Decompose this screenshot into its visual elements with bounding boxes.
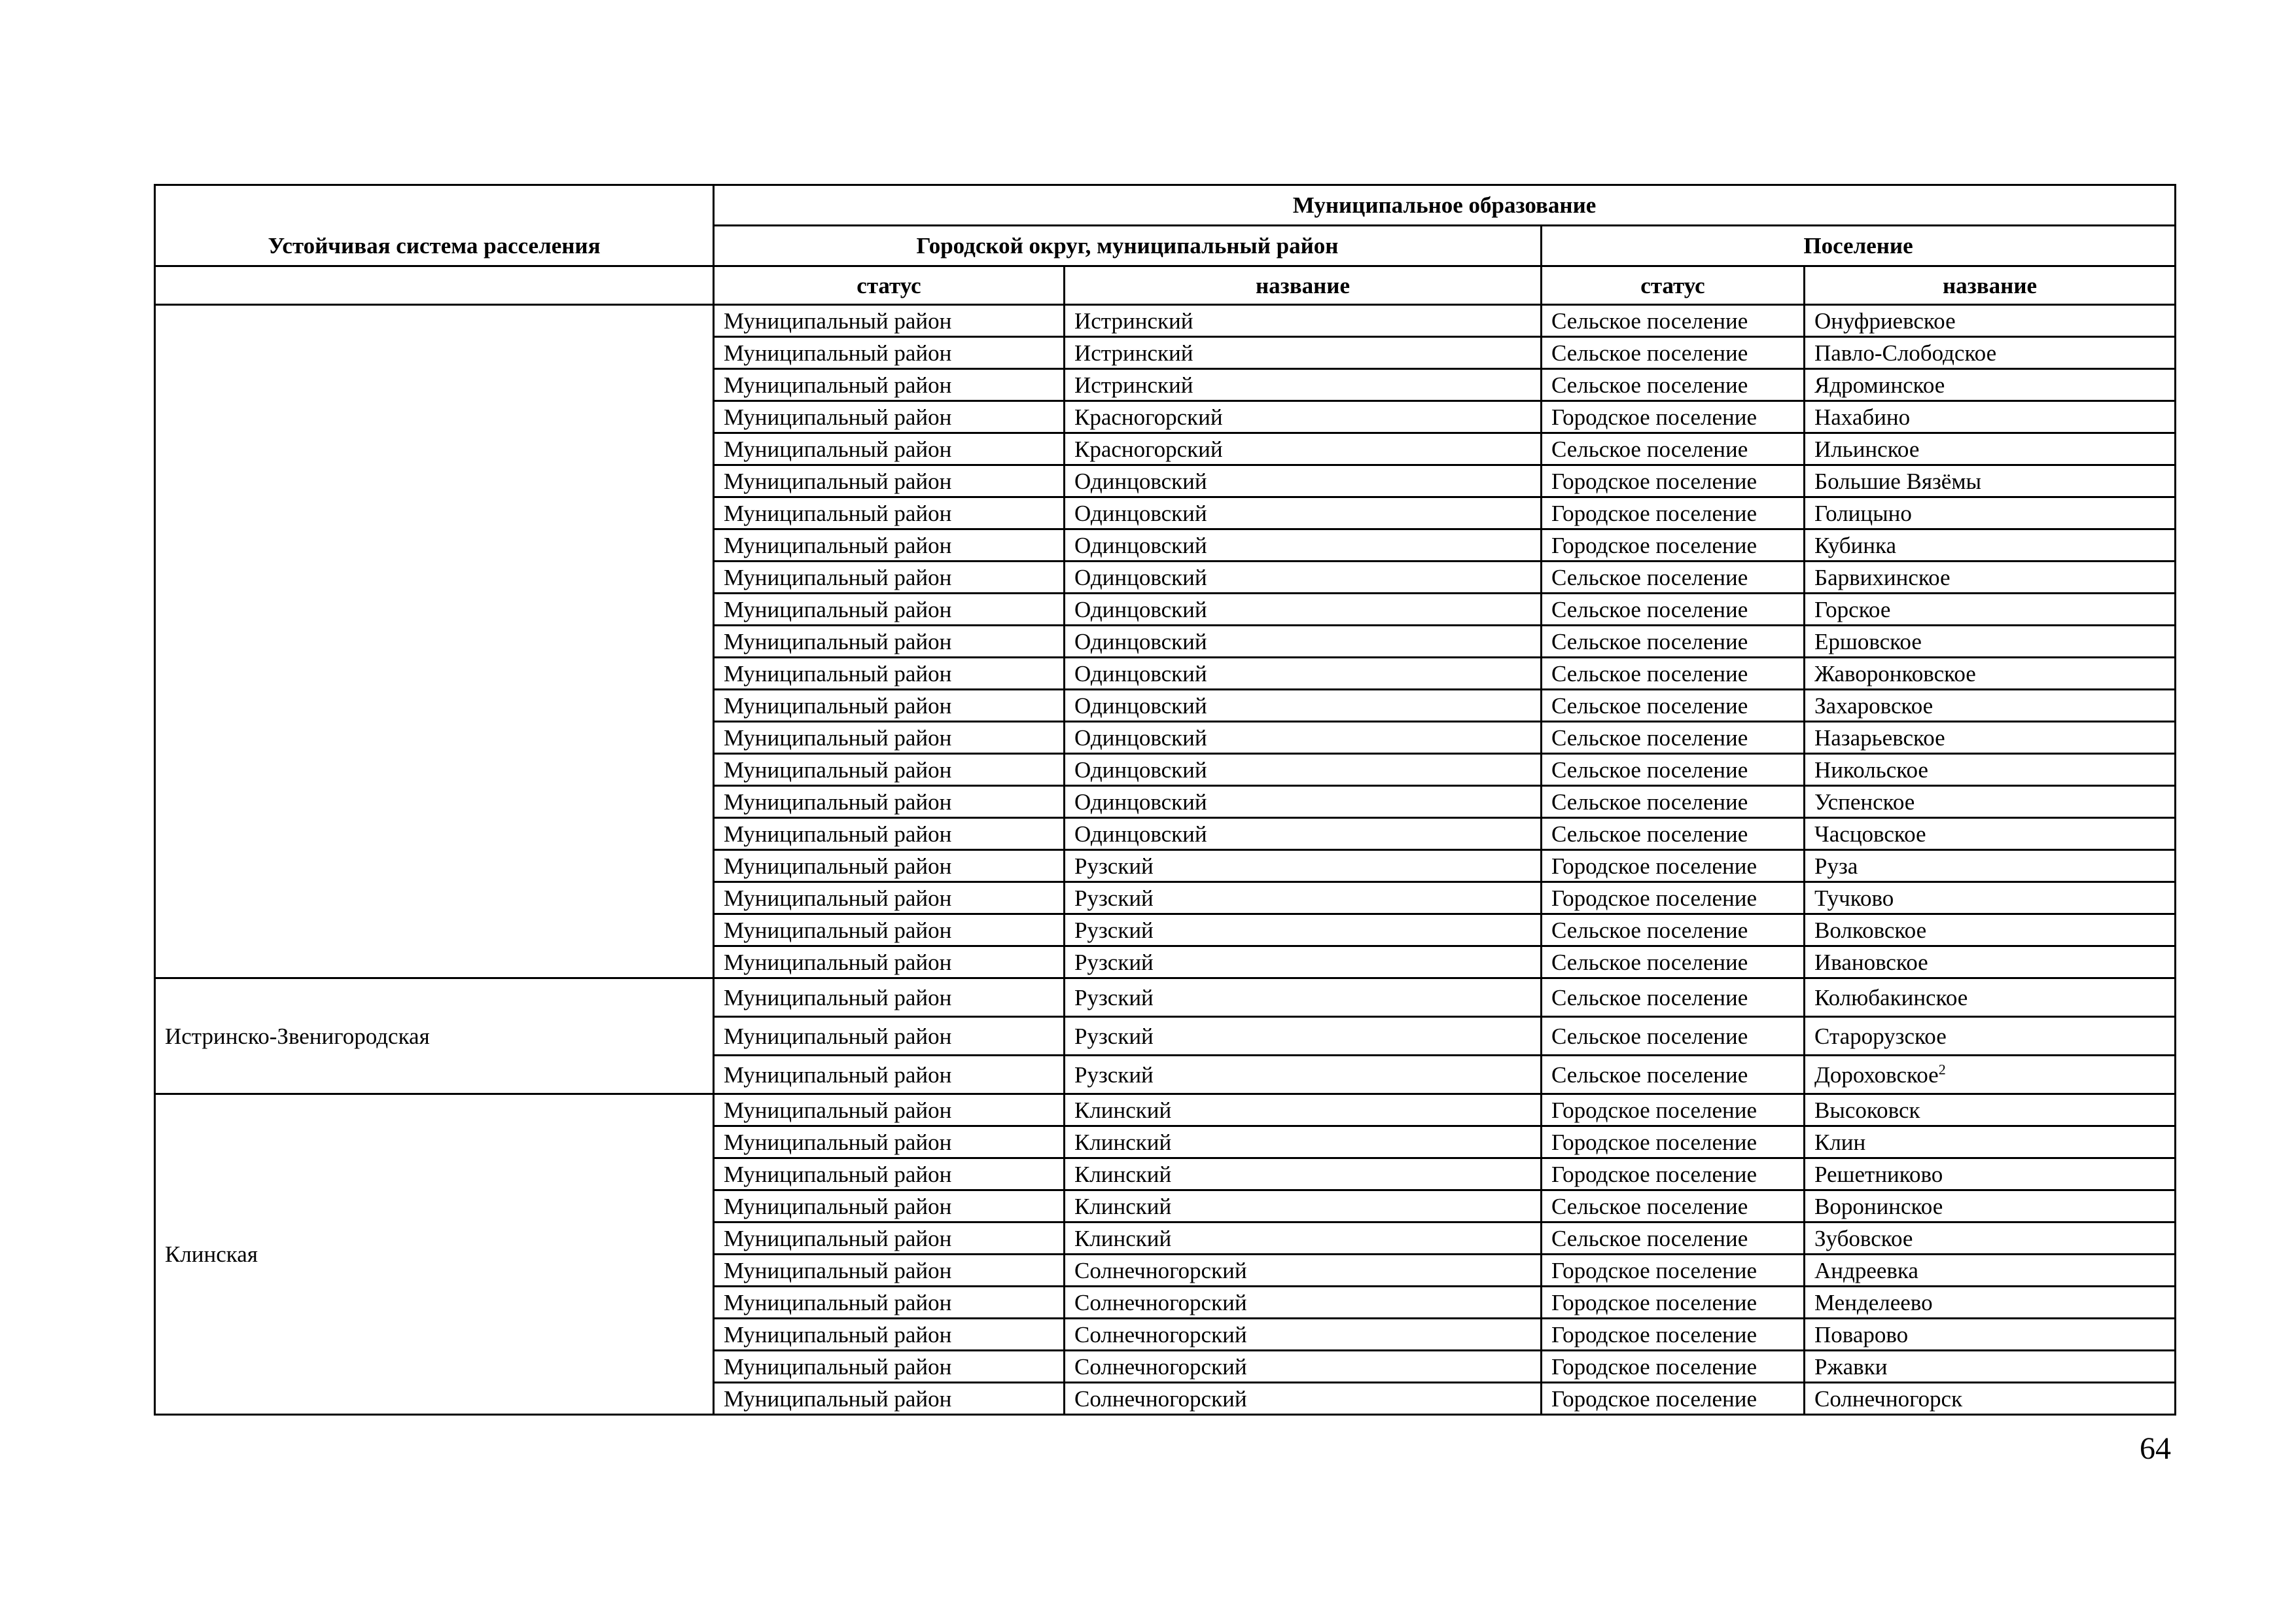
district-status-header: статус [714,266,1065,305]
district-status-cell: Муниципальный район [714,1094,1065,1126]
district-status-cell: Муниципальный район [714,882,1065,914]
settlement-name-cell [1805,1190,2176,1222]
settlement-status-cell: Сельское поселение [1542,1190,1805,1222]
settlement-name-text: Большие Вязёмы [1814,468,1981,494]
district-status-cell: Муниципальный район [714,946,1065,978]
district-status-cell: Муниципальный район [714,1222,1065,1255]
district-name-cell: Рузский [1065,946,1542,978]
settlement-name-cell [1805,626,2176,658]
district-status-cell: Муниципальный район [714,305,1065,337]
settlement-status-cell: Сельское поселение [1542,337,1805,369]
district-status-cell: Муниципальный район [714,337,1065,369]
page-number: 64 [2140,1431,2171,1466]
settlement-name-cell [1805,465,2176,497]
district-name-cell: Клинский [1065,1094,1542,1126]
district-status-cell: Муниципальный район [714,369,1065,401]
district-name-cell: Одинцовский [1065,658,1542,690]
settlement-status-cell: Городское поселение [1542,1319,1805,1351]
settlement-name-cell [1805,1222,2176,1255]
district-name-cell: Рузский [1065,914,1542,946]
district-status-cell: Муниципальный район [714,818,1065,850]
settlement-name-text: Тучково [1814,885,1894,911]
district-status-cell: Муниципальный район [714,914,1065,946]
settlement-name-text: Барвихинское [1814,564,1951,590]
settlement-name-text: Голицыно [1814,500,1912,526]
district-status-cell: Муниципальный район [714,1158,1065,1190]
district-status-cell: Муниципальный район [714,978,1065,1017]
settlement-status-header: статус [1542,266,1805,305]
settlement-name-cell [1805,722,2176,754]
settlement-status-cell: Сельское поселение [1542,722,1805,754]
settlement-status-cell: Сельское поселение [1542,1222,1805,1255]
district-status-cell: Муниципальный район [714,722,1065,754]
district-name-cell: Одинцовский [1065,465,1542,497]
settlement-status-cell: Сельское поселение [1542,1056,1805,1094]
table-header [155,185,2176,305]
district-status-cell: Муниципальный район [714,401,1065,433]
settlement-status-cell: Городское поселение [1542,1255,1805,1287]
settlement-name-text: Захаровское [1814,692,1934,719]
settlement-name-cell [1805,658,2176,690]
settlement-status-cell: Городское поселение [1542,465,1805,497]
settlement-name-cell [1805,1319,2176,1351]
settlement-name-text: Жаворонковское [1814,660,1976,687]
municipal-entity-header: Муниципальное образование [714,185,2176,226]
district-status-cell: Муниципальный район [714,594,1065,626]
district-name-cell: Солнечногорский [1065,1255,1542,1287]
district-status-cell: Муниципальный район [714,626,1065,658]
district-name-cell: Рузский [1065,1017,1542,1056]
settlement-name-text: Андреевка [1814,1257,1918,1283]
settlement-group-header: Поселение [1542,226,2176,266]
footnote-mark: 2 [1938,1060,1946,1077]
settlement-status-cell: Городское поселение [1542,1351,1805,1383]
settlement-name-text: Ядроминское [1814,372,1945,398]
settlement-name-cell [1805,1255,2176,1287]
settlement-name-text: Успенское [1814,789,1915,815]
settlement-name-cell [1805,529,2176,562]
district-status-cell: Муниципальный район [714,850,1065,882]
district-name-cell: Истринский [1065,305,1542,337]
settlement-name-text: Колюбакинское [1814,984,1968,1010]
district-name-cell: Красногорский [1065,433,1542,465]
settlement-status-cell: Сельское поселение [1542,594,1805,626]
settlement-status-cell: Сельское поселение [1542,626,1805,658]
settlement-name-cell [1805,690,2176,722]
settlement-name-cell [1805,946,2176,978]
district-status-cell: Муниципальный район [714,1017,1065,1056]
settlement-status-cell: Сельское поселение [1542,562,1805,594]
settlement-status-cell: Сельское поселение [1542,818,1805,850]
settlement-name-cell [1805,914,2176,946]
settlement-name-cell [1805,1351,2176,1383]
settlement-status-cell: Сельское поселение [1542,690,1805,722]
settlement-name-text: Назарьевское [1814,724,1945,751]
settlement-status-cell: Сельское поселение [1542,305,1805,337]
settlement-status-cell: Сельское поселение [1542,433,1805,465]
district-name-cell: Рузский [1065,882,1542,914]
settlement-name-text: Воронинское [1814,1193,1943,1219]
district-name-cell: Одинцовский [1065,818,1542,850]
district-name-cell: Клинский [1065,1126,1542,1158]
settlement-name-cell [1805,1383,2176,1415]
settlement-name-cell [1805,401,2176,433]
settlement-status-cell: Сельское поселение [1542,1017,1805,1056]
district-status-cell: Муниципальный район [714,690,1065,722]
settlement-status-cell: Городское поселение [1542,497,1805,529]
settlement-table [154,184,2176,1416]
settlement-name-text: Решетниково [1814,1161,1943,1187]
settlement-name-cell [1805,1287,2176,1319]
district-status-cell: Муниципальный район [714,562,1065,594]
district-status-cell: Муниципальный район [714,1351,1065,1383]
settlement-name-cell [1805,882,2176,914]
district-name-cell: Одинцовский [1065,529,1542,562]
settlement-name-text: Ильинское [1814,436,1920,462]
settlement-status-cell: Городское поселение [1542,850,1805,882]
district-name-cell: Истринский [1065,337,1542,369]
district-status-cell: Муниципальный район [714,1319,1065,1351]
district-name-cell: Одинцовский [1065,754,1542,786]
district-status-cell: Муниципальный район [714,1287,1065,1319]
table-row [155,978,2176,1017]
table-row [155,305,2176,337]
settlement-name-text: Зубовское [1814,1225,1913,1251]
settlement-name-cell [1805,754,2176,786]
settlement-name-text: Кубинка [1814,532,1897,558]
district-name-cell: Рузский [1065,1056,1542,1094]
district-status-cell: Муниципальный район [714,754,1065,786]
district-status-cell: Муниципальный район [714,529,1065,562]
settlement-name-cell [1805,594,2176,626]
district-status-cell: Муниципальный район [714,433,1065,465]
district-status-cell: Муниципальный район [714,497,1065,529]
district-name-cell: Рузский [1065,978,1542,1017]
settlement-status-cell: Сельское поселение [1542,786,1805,818]
district-name-cell: Солнечногорский [1065,1351,1542,1383]
settlement-status-cell: Сельское поселение [1542,754,1805,786]
district-name-cell: Одинцовский [1065,626,1542,658]
district-name-cell: Клинский [1065,1190,1542,1222]
settlement-system-cell: Клинская [155,1094,714,1415]
district-name-cell: Одинцовский [1065,497,1542,529]
settlement-name-cell [1805,369,2176,401]
settlement-name-text: Часцовское [1814,821,1926,847]
settlement-name-text: Руза [1814,853,1858,879]
settlement-status-cell: Городское поселение [1542,1287,1805,1319]
settlement-name-text: Менделеево [1814,1289,1933,1315]
settlement-name-cell [1805,850,2176,882]
settlement-name-cell [1805,978,2176,1017]
settlement-name-text: Ивановское [1814,949,1928,975]
settlement-name-text: Старорузское [1814,1023,1947,1049]
district-name-cell: Одинцовский [1065,562,1542,594]
district-group-header: Городской округ, муниципальный район [714,226,1542,266]
settlement-name-cell [1805,1126,2176,1158]
settlement-name-text: Горское [1814,596,1891,622]
district-status-cell: Муниципальный район [714,465,1065,497]
settlement-system-cell [155,305,714,978]
settlement-name-text: Онуфриевское [1814,308,1956,334]
district-status-cell: Муниципальный район [714,1255,1065,1287]
settlement-name-cell [1805,497,2176,529]
settlement-name-text: Солнечногорск [1814,1385,1963,1412]
settlement-name-cell [1805,562,2176,594]
settlement-name-cell [1805,305,2176,337]
settlement-name-cell [1805,1094,2176,1126]
settlement-name-text: Ершовское [1814,628,1922,654]
settlement-name-text: Поварово [1814,1321,1909,1347]
district-name-cell: Одинцовский [1065,690,1542,722]
settlement-status-cell: Городское поселение [1542,1383,1805,1415]
settlement-status-cell: Сельское поселение [1542,978,1805,1017]
settlement-name-header: название [1805,266,2176,305]
district-name-cell: Клинский [1065,1222,1542,1255]
settlement-name-text: Никольское [1814,757,1928,783]
settlement-status-cell: Городское поселение [1542,401,1805,433]
district-name-cell: Рузский [1065,850,1542,882]
settlement-name-text: Клин [1814,1129,1866,1155]
settlement-status-cell: Сельское поселение [1542,658,1805,690]
district-status-cell: Муниципальный район [714,1190,1065,1222]
settlement-status-cell: Городское поселение [1542,1094,1805,1126]
settlement-name-cell [1805,1158,2176,1190]
district-name-cell: Солнечногорский [1065,1319,1542,1351]
district-name-cell: Солнечногорский [1065,1287,1542,1319]
district-status-cell: Муниципальный район [714,1383,1065,1415]
district-name-cell: Истринский [1065,369,1542,401]
district-name-cell: Клинский [1065,1158,1542,1190]
settlement-status-cell: Сельское поселение [1542,914,1805,946]
settlement-status-cell: Сельское поселение [1542,369,1805,401]
settlement-status-cell: Городское поселение [1542,1158,1805,1190]
settlement-name-text: Дороховское [1814,1061,1939,1088]
district-name-cell: Солнечногорский [1065,1383,1542,1415]
settlement-name-text: Волковское [1814,917,1927,943]
district-status-cell: Муниципальный район [714,1056,1065,1094]
settlement-name-cell [1805,786,2176,818]
settlement-name-cell [1805,818,2176,850]
settlement-name-cell [1805,433,2176,465]
settlement-name-text: Высоковск [1814,1097,1920,1123]
settlement-name-cell [1805,1056,2176,1094]
settlement-name-cell [1805,337,2176,369]
settlement-status-cell: Городское поселение [1542,529,1805,562]
settlement-name-text: Павло-Слободское [1814,340,1997,366]
settlement-name-text: Ржавки [1814,1353,1888,1380]
table-body [155,305,2176,1415]
settlement-system-cell: Истринско-Звенигородская [155,978,714,1094]
empty-header-cell [155,266,714,305]
district-status-cell: Муниципальный район [714,658,1065,690]
district-status-cell: Муниципальный район [714,1126,1065,1158]
district-name-cell: Одинцовский [1065,722,1542,754]
settlement-system-header: Устойчивая система расселения [155,185,714,266]
settlement-status-cell: Сельское поселение [1542,946,1805,978]
settlement-name-cell [1805,1017,2176,1056]
settlement-status-cell: Городское поселение [1542,882,1805,914]
district-status-cell: Муниципальный район [714,786,1065,818]
district-name-cell: Красногорский [1065,401,1542,433]
settlement-name-text: Нахабино [1814,404,1911,430]
table-row [155,1094,2176,1126]
district-name-cell: Одинцовский [1065,594,1542,626]
district-name-cell: Одинцовский [1065,786,1542,818]
settlement-status-cell: Городское поселение [1542,1126,1805,1158]
district-name-header: название [1065,266,1542,305]
